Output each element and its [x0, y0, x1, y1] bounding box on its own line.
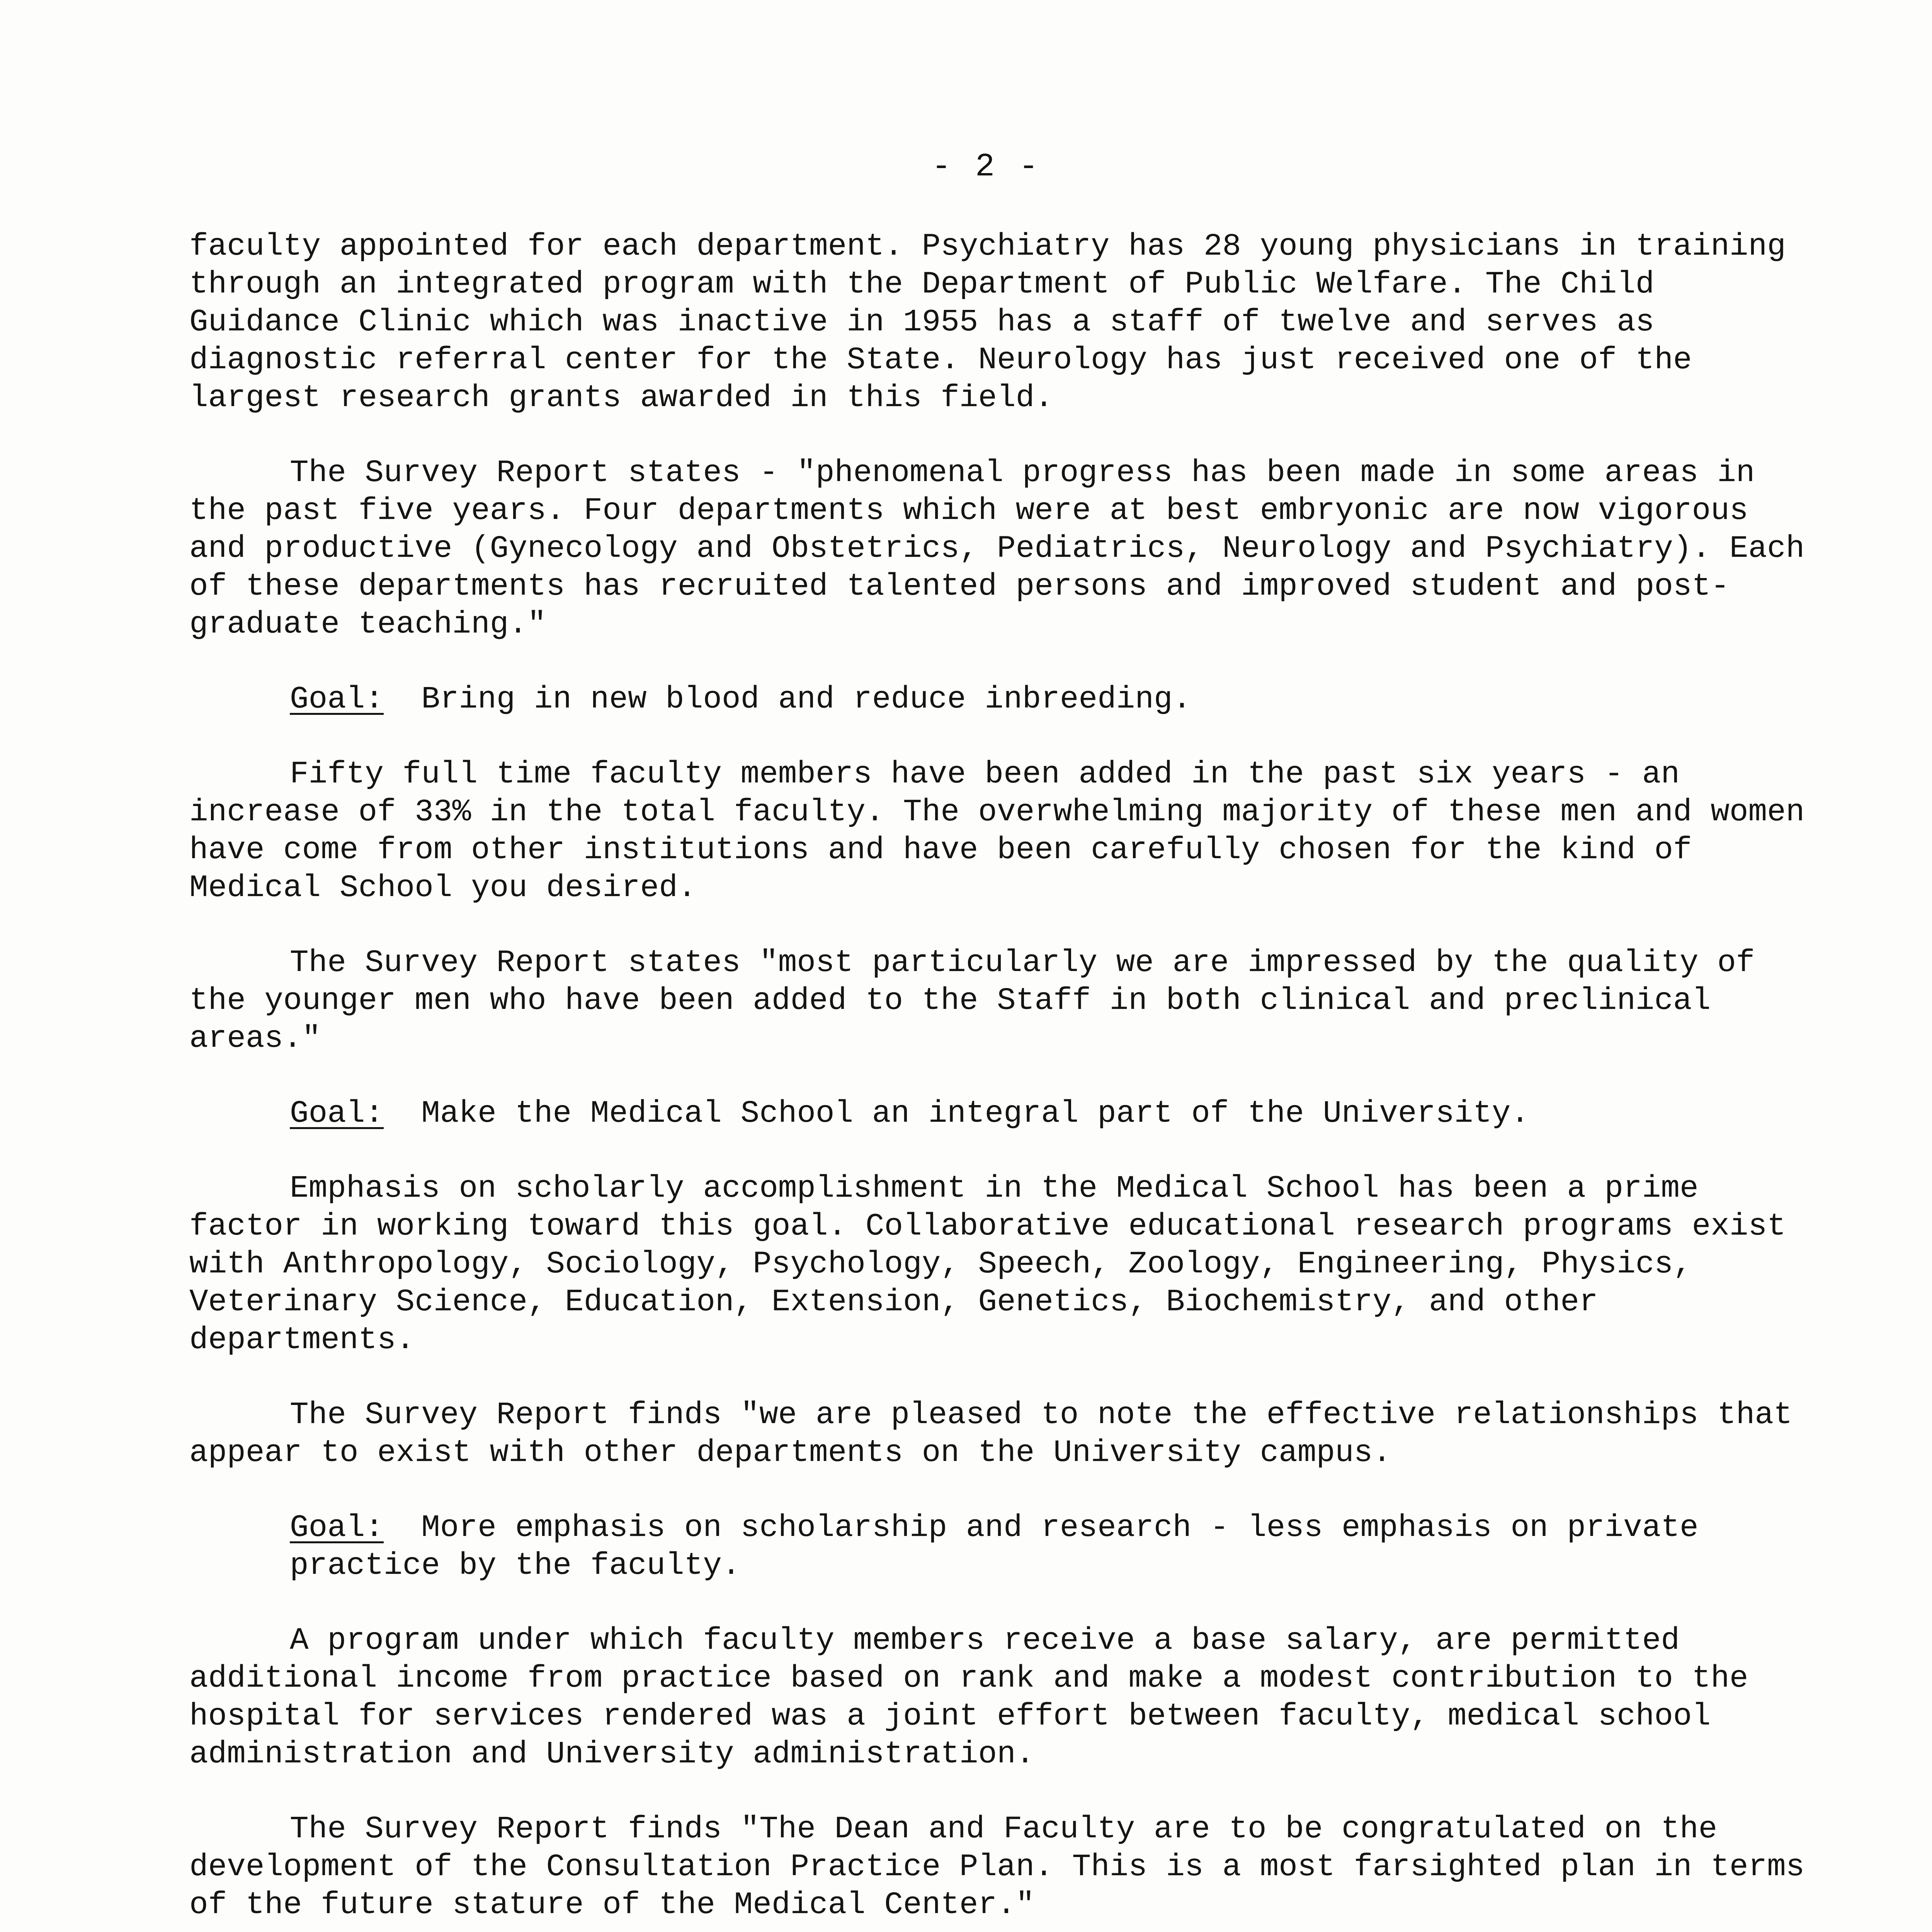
paragraph: The Survey Report states - "phenomenal progress has been made in some areas in the past five years. Four departments which were at best embryonic are now vigorous and productive (Gynecology and Obstetrics, Pediatrics, Neurology and Psychiatry). Each of these departments has recruited talented persons and improved student and post-graduate teaching.": [189, 456, 1805, 642]
goal-text: Make the Medical School an integral part of the University.: [384, 1096, 1530, 1131]
paragraph: The Survey Report states "most particularly we are impressed by the quality of the younger men who have been added to the Staff in both clinical and preclinical areas.": [189, 946, 1755, 1056]
goal-line: [189, 1095, 1812, 1133]
goal-line: [189, 681, 1812, 719]
goal-label: Goal:: [290, 682, 384, 717]
goal-line: [189, 1509, 1812, 1585]
goal-text: More emphasis on scholarship and research - less emphasis on private practice by the faculty.: [290, 1510, 1718, 1583]
paragraph: The Survey Report finds "we are pleased to note the effective relationships that appear to exist with other departments on the University campus.: [189, 1398, 1793, 1471]
page-number: - 2 -: [931, 149, 1041, 185]
paragraph: Fifty full time faculty members have been added in the past six years - an increase of 33% in the total faculty. The overwhelming majority of these men and women have come from other institutions and have been carefully chosen for the kind of Medical School you desired.: [189, 757, 1805, 906]
goal-label: Goal:: [290, 1096, 384, 1131]
paragraph: faculty appointed for each department. Psychiatry has 28 young physicians in training through an integrated program with the Department of Public Welfare. The Child Guidance Clinic which was inactive in 1955 has a staff of twelve and serves as diagnostic referral center for the State. Neurology has just received one of the largest research grants awarded in this field.: [189, 229, 1786, 416]
goal-label: Goal:: [290, 1510, 384, 1546]
document-body: [189, 228, 1812, 1932]
paragraph: Emphasis on scholarly accomplishment in the Medical School has been a prime factor in working toward this goal. Collaborative educational research programs exist with Anthropology, Sociology, Psychology, Speech, Zoology, Engineering, Physics, Veterinary Science, Education, Extension, Genetics, Biochemistry, and other departments.: [189, 1171, 1786, 1358]
paragraph: A program under which faculty members receive a base salary, are permitted additional income from practice based on rank and make a modest contribution to the hospital for services rendered was a joint effort between faculty, medical school administration and University administration.: [189, 1623, 1748, 1772]
paragraph: The Survey Report finds "The Dean and Faculty are to be congratulated on the development of the Consultation Practice Plan. This is a most farsighted plan in terms of the future stature of the Medical Center.": [189, 1812, 1805, 1923]
goal-text: Bring in new blood and reduce inbreeding.: [384, 682, 1192, 717]
